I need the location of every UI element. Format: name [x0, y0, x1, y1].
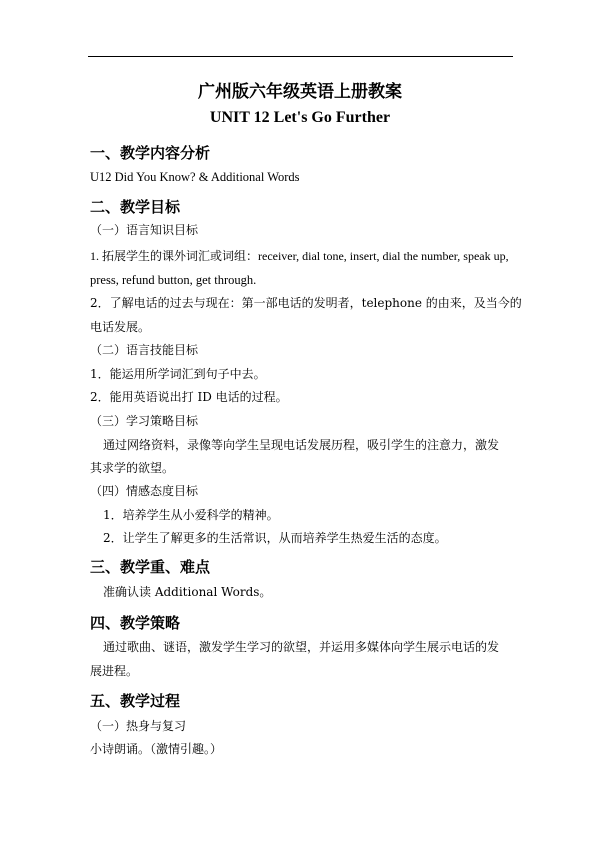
subheading-language-knowledge: （一）语言知识目标	[90, 223, 199, 237]
document-title: 广州版六年级英语上册教案	[198, 82, 402, 102]
skills-item-1: 1．能运用所学词汇到句子中去。	[90, 367, 266, 381]
header-rule	[88, 56, 513, 57]
subheading-learning-strategy: （三）学习策略目标	[90, 414, 199, 428]
subheading-attitude: （四）情感态度目标	[90, 484, 199, 498]
strategy-line-1: 通过网络资料，录像等向学生呈现电话发展历程，吸引学生的注意力，激发	[103, 438, 500, 452]
objective-1-line-2: press, refund button, get through.	[90, 273, 257, 287]
unit-title: UNIT 12 Let's Go Further	[209, 109, 391, 126]
attitude-item-2: 2．让学生了解更多的生活常识，从而培养学生热爱生活的态度。	[103, 531, 447, 545]
section-heading-content-analysis: 一、教学内容分析	[90, 144, 211, 162]
strategy-line-2: 其求学的欲望。	[90, 461, 175, 475]
section-heading-key-points: 三、教学重、难点	[90, 558, 211, 576]
objective-2-line-2: 电话发展。	[90, 320, 151, 334]
objective-2-line-1: 2．了解电话的过去与现在：第一部电话的发明者，telephone 的由来，及当今的	[90, 296, 522, 310]
section-heading-teaching-strategy: 四、教学策略	[90, 614, 181, 632]
warmup-text: 小诗朗诵。（激情引趣。）	[90, 742, 223, 756]
key-points-text: 准确认读 Additional Words。	[103, 585, 272, 599]
skills-item-2: 2．能用英语说出打 ID 电话的过程。	[90, 390, 288, 404]
subheading-warmup: （一）热身与复习	[90, 719, 187, 733]
attitude-item-1: 1．培养学生从小爱科学的精神。	[103, 508, 279, 522]
section-heading-objectives: 二、教学目标	[90, 198, 181, 216]
teaching-strategy-line-1: 通过歌曲、谜语，激发学生学习的欲望，并运用多媒体向学生展示电话的发	[103, 640, 500, 654]
section-heading-process: 五、教学过程	[90, 692, 181, 710]
subheading-language-skills: （二）语言技能目标	[90, 343, 199, 357]
content-analysis-text: U12 Did You Know? & Additional Words	[90, 170, 300, 184]
objective-1-line-1: 1. 拓展学生的课外词汇或词组：receiver, dial tone, insert, dial the number, speak up,	[90, 249, 509, 263]
teaching-strategy-line-2: 展进程。	[90, 664, 139, 678]
